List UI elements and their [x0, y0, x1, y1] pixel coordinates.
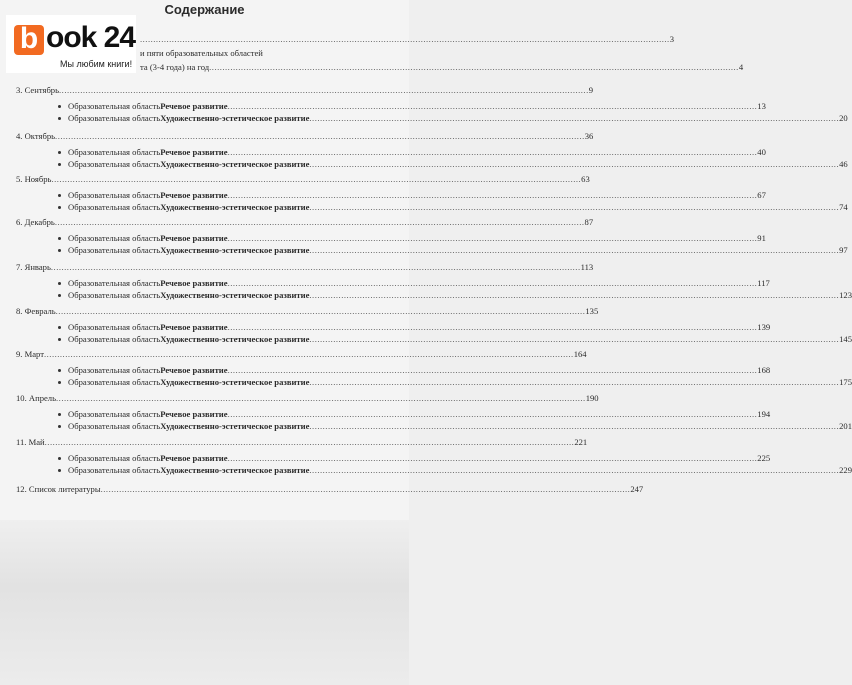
toc-entry — [140, 34, 674, 44]
toc-entry — [16, 174, 590, 184]
toc-entry — [68, 101, 766, 111]
toc-page-number: 175 — [839, 377, 852, 387]
toc-entry-text: 7. Январь — [16, 262, 51, 272]
toc-leader-dots: ........................................................................................................................................................................................................ — [227, 322, 758, 332]
toc-leader-dots: ........................................................................................................................................................................................................ — [227, 453, 758, 463]
toc-entry-text: Образовательная область — [68, 409, 161, 419]
toc-page-number: 9 — [588, 85, 594, 95]
toc-entry-text: Образовательная область — [68, 202, 161, 212]
toc-entry-subject: Художественно-эстетическое развитие — [160, 202, 310, 212]
toc-page-number: 135 — [585, 306, 599, 316]
toc-leader-dots: ........................................................................................................................................................................................................ — [227, 409, 758, 419]
toc-leader-dots: ........................................................................................................................................................................................................ — [50, 262, 581, 272]
toc-entry-subject: Художественно-эстетическое развитие — [160, 377, 310, 387]
toc-entry-subject: Речевое развитие — [160, 322, 228, 332]
toc-entry — [68, 147, 766, 157]
bullet-icon — [58, 206, 61, 209]
toc-entry-text: 4. Октябрь — [16, 131, 56, 141]
toc-leader-dots: ........................................................................................................................................................................................................ — [227, 278, 758, 288]
toc-leader-dots: ........................................................................................................................................................................................................ — [55, 131, 585, 141]
bullet-icon — [58, 469, 61, 472]
toc-page-number: 145 — [839, 334, 852, 344]
toc-entry-text: Образовательная область — [68, 113, 161, 123]
toc-page-number: 74 — [839, 202, 848, 212]
toc-page-number: 139 — [757, 322, 771, 332]
toc-entry-subject: Художественно-эстетическое развитие — [160, 159, 310, 169]
toc-leader-dots: ........................................................................................................................................................................................................ — [44, 349, 574, 359]
toc-entry-text: 12. Список литературы — [16, 484, 101, 494]
toc-entry-text: Образовательная область — [68, 233, 161, 243]
toc-leader-dots: ........................................................................................................................................................................................................ — [227, 190, 758, 200]
toc-leader-dots: ........................................................................................................................................................................................................ — [227, 101, 758, 111]
toc-entry-subject: Художественно-эстетическое развитие — [160, 290, 310, 300]
toc-entry — [16, 262, 594, 272]
toc-page-number: 190 — [585, 393, 599, 403]
toc-leader-dots: ........................................................................................................................................................................................................ — [309, 159, 840, 169]
toc-entry-text: и пяти образовательных областей — [140, 48, 263, 58]
toc-entry-text: Образовательная область — [68, 421, 161, 431]
toc-leader-dots: ........................................................................................................................................................................................................ — [309, 245, 840, 255]
toc-entry — [140, 48, 400, 58]
toc-entry-text: Образовательная область — [68, 365, 161, 375]
toc-entry-text: Образовательная область — [68, 290, 161, 300]
toc-entry — [68, 322, 771, 332]
logo-b-mark: b — [14, 25, 44, 55]
toc-page-number: 168 — [757, 365, 771, 375]
toc-entry-text: Образовательная область — [68, 147, 161, 157]
toc-page-number: 3 — [669, 34, 674, 44]
toc-page-number: 91 — [757, 233, 766, 243]
toc-entry-subject: Художественно-эстетическое развитие — [160, 113, 310, 123]
toc-page-number: 221 — [574, 437, 588, 447]
bullet-icon — [58, 105, 61, 108]
toc-page-number: 225 — [757, 453, 771, 463]
toc-page-number: 97 — [839, 245, 848, 255]
toc-entry — [68, 233, 766, 243]
toc-entry — [16, 437, 588, 447]
toc-page-number: 201 — [839, 421, 852, 431]
toc-entry — [68, 278, 770, 288]
toc-entry-text: Образовательная область — [68, 322, 161, 332]
toc-entry-subject: Речевое развитие — [160, 365, 228, 375]
toc-entry — [68, 245, 848, 255]
toc-page-number: 63 — [581, 174, 590, 184]
logo-wordmark: ook 24 — [46, 21, 136, 54]
toc-entry-text: Образовательная область — [68, 101, 161, 111]
toc-leader-dots: ........................................................................................................................................................................................................ — [55, 306, 586, 316]
toc-entry — [68, 421, 852, 431]
bullet-icon — [58, 282, 61, 285]
toc-leader-dots: ........................................................................................................................................................................................................ — [51, 174, 582, 184]
toc-entry-text: 11. Май — [16, 437, 45, 447]
toc-entry-text: Образовательная область — [68, 159, 161, 169]
toc-leader-dots: ........................................................................................................................................................................................................ — [227, 365, 758, 375]
toc-entry — [68, 409, 771, 419]
logo-tagline: Мы любим книги! — [60, 59, 133, 69]
bullet-icon — [58, 163, 61, 166]
toc-page-number: 194 — [757, 409, 771, 419]
toc-entry-subject: Речевое развитие — [160, 453, 228, 463]
toc-leader-dots: ........................................................................................................................................................................................................ — [227, 147, 758, 157]
toc-entry-text: 3. Сентябрь — [16, 85, 60, 95]
toc-page-number: 13 — [757, 101, 766, 111]
bullet-icon — [58, 338, 61, 341]
page-title: Содержание — [164, 2, 245, 17]
bullet-icon — [58, 457, 61, 460]
toc-entry — [68, 365, 771, 375]
bullet-icon — [58, 237, 61, 240]
toc-page-number: 87 — [584, 217, 594, 227]
bullet-icon — [58, 413, 61, 416]
toc-entry-subject: Художественно-эстетическое развитие — [160, 465, 310, 475]
bullet-icon — [58, 194, 61, 197]
bullet-icon — [58, 117, 61, 120]
toc-page-number: 36 — [584, 131, 594, 141]
toc-entry — [16, 393, 599, 403]
bullet-icon — [58, 151, 61, 154]
bullet-icon — [58, 249, 61, 252]
bullet-icon — [58, 369, 61, 372]
toc-entry — [68, 202, 848, 212]
toc-entry — [68, 113, 848, 123]
toc-entry — [68, 377, 852, 387]
toc-page-number: 164 — [573, 349, 587, 359]
toc-page-number: 247 — [630, 484, 644, 494]
toc-leader-dots: ........................................................................................................................................................................................................ — [309, 377, 840, 387]
bullet-icon — [58, 294, 61, 297]
toc-entry-subject: Речевое развитие — [160, 409, 228, 419]
toc-page-number: 123 — [839, 290, 852, 300]
toc-leader-dots: ........................................................................................................................................................................................................ — [56, 393, 586, 403]
toc-entry-subject: Речевое развитие — [160, 147, 228, 157]
toc-entry-subject: Художественно-эстетическое развитие — [160, 245, 310, 255]
toc-entry — [16, 217, 594, 227]
toc-entry-subject: Художественно-эстетическое развитие — [160, 421, 310, 431]
toc-leader-dots: ........................................................................................................................................................................................................ — [309, 334, 840, 344]
toc-entry-text: Образовательная область — [68, 334, 161, 344]
toc-entry-text: 5. Ноябрь — [16, 174, 52, 184]
toc-entry — [16, 349, 587, 359]
toc-entry-text: Образовательная область — [68, 465, 161, 475]
toc-leader-dots: ........................................................................................................................................................................................................ — [309, 290, 840, 300]
toc-entry-text: Образовательная область — [68, 245, 161, 255]
toc-leader-dots: ........................................................................................................................................................................................................ — [309, 202, 840, 212]
toc-entry-text: 9. Март — [16, 349, 44, 359]
bullet-icon — [58, 425, 61, 428]
toc-entry — [16, 85, 594, 95]
toc-page-number: 46 — [839, 159, 848, 169]
toc-entry-subject: Речевое развитие — [160, 278, 228, 288]
book24-logo — [6, 15, 136, 73]
page-bottom-shadow — [0, 520, 409, 685]
toc-leader-dots: ........................................................................................................................................................................................................ — [309, 465, 840, 475]
toc-entry-text: 6. Декабрь — [16, 217, 55, 227]
toc-entry-text: 10. Апрель — [16, 393, 57, 403]
toc-entry — [140, 62, 744, 72]
toc-entry — [16, 484, 644, 494]
toc-leader-dots: ........................................................................................................................................................................................................ — [209, 62, 739, 72]
toc-leader-dots: ........................................................................................................................................................................................................ — [54, 217, 585, 227]
toc-leader-dots: ........................................................................................................................................................................................................ — [100, 484, 631, 494]
toc-entry-subject: Речевое развитие — [160, 233, 228, 243]
toc-leader-dots: ........................................................................................................................................................................................................ — [59, 85, 589, 95]
toc-entry-text: Образовательная область — [68, 190, 161, 200]
toc-entry — [68, 190, 766, 200]
toc-entry-text: Образовательная область — [68, 377, 161, 387]
toc-page-number: 229 — [839, 465, 852, 475]
toc-entry — [16, 306, 599, 316]
toc-entry-text: Образовательная область — [68, 453, 161, 463]
toc-entry-subject: Речевое развитие — [160, 101, 228, 111]
toc-entry-subject: Речевое развитие — [160, 190, 228, 200]
toc-entry — [68, 159, 848, 169]
toc-entry — [68, 465, 852, 475]
toc-entry-text: 8. Февраль — [16, 306, 56, 316]
toc-entry-subject: Художественно-эстетическое развитие — [160, 334, 310, 344]
toc-entry — [68, 290, 852, 300]
toc-entry — [68, 334, 852, 344]
bullet-icon — [58, 381, 61, 384]
toc-page-number: 67 — [757, 190, 766, 200]
toc-page-number: 113 — [580, 262, 594, 272]
toc-leader-dots: ........................................................................................................................................................................................................ — [309, 113, 840, 123]
toc-leader-dots: ........................................................................................................................................................................................................ — [227, 233, 758, 243]
bullet-icon — [58, 326, 61, 329]
toc-leader-dots: ........................................................................................................................................................................................................ — [140, 34, 670, 44]
toc-leader-dots: ........................................................................................................................................................................................................ — [44, 437, 575, 447]
toc-page-number: 40 — [757, 147, 766, 157]
toc-entry — [16, 131, 594, 141]
toc-entry-text: Образовательная область — [68, 278, 161, 288]
toc-page-number: 117 — [757, 278, 770, 288]
toc-leader-dots: ........................................................................................................................................................................................................ — [309, 421, 840, 431]
toc-page-number: 4 — [738, 62, 744, 72]
toc-entry — [68, 453, 771, 463]
toc-page-number: 20 — [839, 113, 848, 123]
toc-entry-text: та (3-4 года) на год — [140, 62, 210, 72]
